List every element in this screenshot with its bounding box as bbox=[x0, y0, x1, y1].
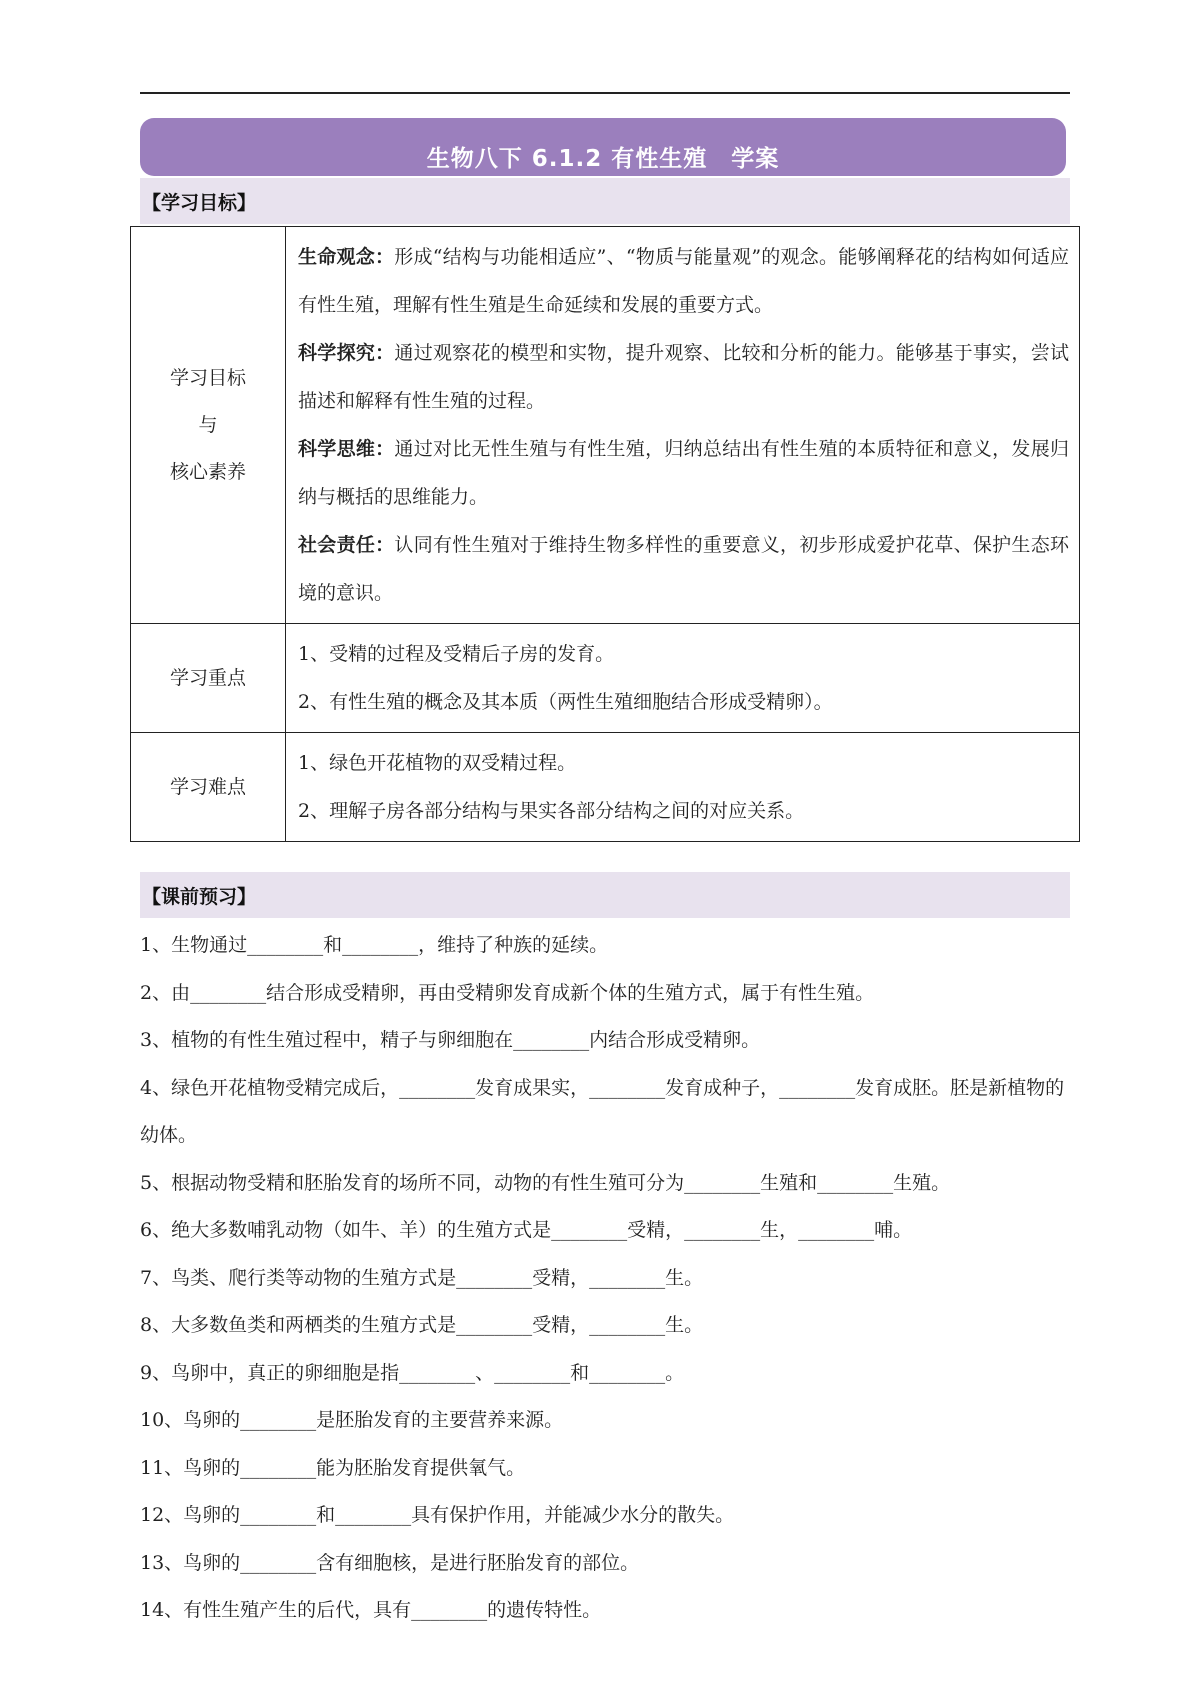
goal-keyword: 社会责任： bbox=[298, 534, 395, 556]
row-label-focus: 学习重点 bbox=[131, 624, 286, 733]
goal-keyword: 科学思维： bbox=[298, 438, 395, 460]
row-label-line: 与 bbox=[198, 413, 218, 436]
goal-text: 认同有性生殖对于维持生物多样性的重要意义，初步形成爱护花草、保护生态环境的意识。 bbox=[298, 534, 1069, 604]
table-row-focus bbox=[131, 624, 1080, 733]
section-title-goals: 【学习目标】 bbox=[142, 191, 257, 214]
section-title-preview: 【课前预习】 bbox=[142, 885, 257, 908]
goal-keyword: 生命观念： bbox=[298, 246, 395, 268]
goal-item bbox=[298, 521, 1069, 617]
list-item: 12、鸟卵的________和________具有保护作用，并能减少水分的散失。 bbox=[140, 1504, 735, 1526]
goal-text: 通过观察花的模型和实物，提升观察、比较和分析的能力。能够基于事实，尝试描述和解释有性生殖的过程。 bbox=[298, 342, 1069, 412]
list-item: 10、鸟卵的________是胚胎发育的主要营养来源。 bbox=[140, 1409, 564, 1431]
list-item: 6、绝大多数哺乳动物（如牛、羊）的生殖方式是________受精，________生，________哺。 bbox=[140, 1219, 913, 1241]
list-item: 2、由________结合形成受精卵，再由受精卵发育成新个体的生殖方式，属于有性生殖。 bbox=[140, 981, 875, 1004]
row-content-core bbox=[286, 227, 1080, 624]
list-item: 7、鸟类、爬行类等动物的生殖方式是________受精，________生。 bbox=[140, 1266, 704, 1289]
list-item: 13、鸟卵的________含有细胞核，是进行胚胎发育的部位。 bbox=[140, 1551, 640, 1574]
goal-item bbox=[298, 425, 1069, 521]
title-banner bbox=[140, 118, 1066, 176]
goal-item bbox=[298, 233, 1069, 329]
page-title: 生物八下 6.1.2 有性生殖 学案 bbox=[426, 145, 780, 172]
section-header-preview bbox=[140, 872, 1070, 918]
difficulty-item: 2、理解子房各部分结构与果实各部分结构之间的对应关系。 bbox=[298, 800, 805, 822]
list-item: 3、植物的有性生殖过程中，精子与卵细胞在________内结合形成受精卵。 bbox=[140, 1029, 761, 1051]
goal-keyword: 科学探究： bbox=[298, 342, 395, 364]
row-label-line: 学习目标 bbox=[169, 366, 246, 389]
header-rule bbox=[140, 92, 1070, 94]
row-label-line: 核心素养 bbox=[169, 460, 246, 483]
goals-table bbox=[130, 226, 1080, 842]
focus-item: 2、有性生殖的概念及其本质（两性生殖细胞结合形成受精卵）。 bbox=[298, 691, 833, 713]
list-item: 4、绿色开花植物受精完成后，________发育成果实，________发育成种子，________发育成胚。胚是新植物的幼体。 bbox=[140, 1076, 1065, 1146]
list-item: 1、生物通过________和________，维持了种族的延续。 bbox=[140, 934, 609, 956]
list-item: 8、大多数鱼类和两栖类的生殖方式是________受精，________生。 bbox=[140, 1314, 704, 1336]
section-header-goals bbox=[140, 178, 1070, 224]
table-row-difficulty bbox=[131, 733, 1080, 842]
goal-text: 通过对比无性生殖与有性生殖，归纳总结出有性生殖的本质特征和意义，发展归纳与概括的思维能力。 bbox=[298, 438, 1069, 508]
list-item: 5、根据动物受精和胚胎发育的场所不同，动物的有性生殖可分为________生殖和________生殖。 bbox=[140, 1171, 951, 1194]
difficulty-item: 1、绿色开花植物的双受精过程。 bbox=[298, 752, 577, 774]
row-label-core bbox=[131, 227, 286, 624]
row-label-difficulty: 学习难点 bbox=[131, 733, 286, 842]
list-item: 9、鸟卵中，真正的卵细胞是指________、________和________。 bbox=[140, 1361, 685, 1384]
goal-text: 形成“结构与功能相适应”、“物质与能量观”的观念。能够阐释花的结构如何适应有性生殖，理解有性生殖是生命延续和发展的重要方式。 bbox=[298, 246, 1069, 316]
list-item: 14、有性生殖产生的后代，具有________的遗传特性。 bbox=[140, 1599, 602, 1621]
preview-list bbox=[140, 922, 1070, 1635]
row-content-difficulty bbox=[286, 733, 1080, 842]
list-item: 11、鸟卵的________能为胚胎发育提供氧气。 bbox=[140, 1456, 526, 1479]
goal-item bbox=[298, 329, 1069, 425]
focus-item: 1、受精的过程及受精后子房的发育。 bbox=[298, 643, 615, 665]
row-content-focus bbox=[286, 624, 1080, 733]
table-row-core bbox=[131, 227, 1080, 624]
